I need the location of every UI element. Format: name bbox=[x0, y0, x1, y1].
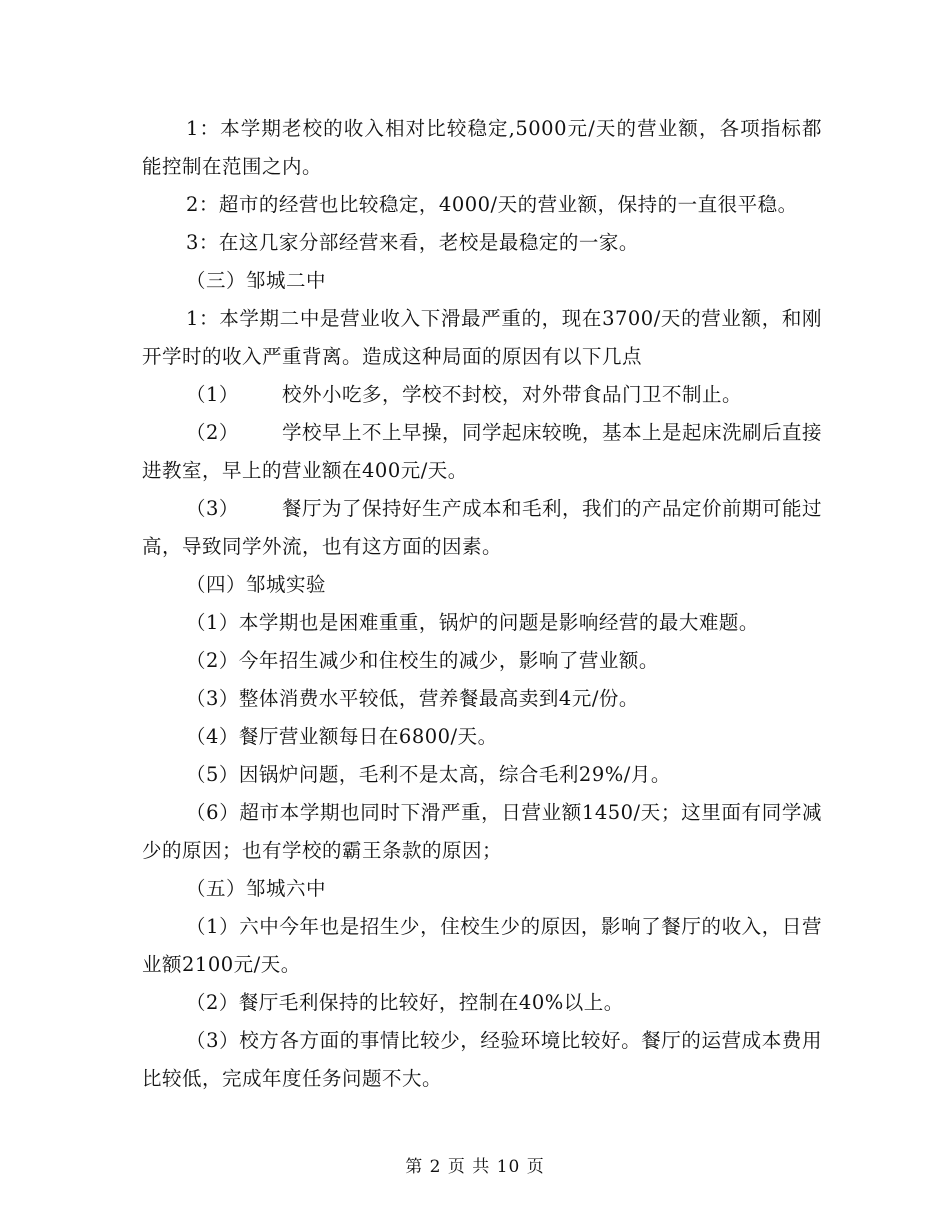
list-item-number: （1） bbox=[186, 383, 239, 406]
list-item bbox=[142, 414, 822, 490]
paragraph: （2）今年招生减少和住校生的减少，影响了营业额。 bbox=[186, 649, 659, 672]
list-item bbox=[142, 490, 822, 566]
paragraph: 1：本学期老校的收入相对比较稳定,5000元/天的营业额，各项指标都能控制在范围之内。 bbox=[142, 117, 822, 178]
paragraph: （1）本学期也是困难重重，锅炉的问题是影响经营的最大难题。 bbox=[186, 611, 759, 634]
document-body bbox=[142, 110, 822, 1098]
paragraph: （5）因锅炉问题，毛利不是太高，综合毛利29%/月。 bbox=[186, 763, 671, 786]
paragraph: （4）餐厅营业额每日在6800/天。 bbox=[186, 725, 498, 748]
list-item-text: 学校早上不上早操，同学起床较晚，基本上是起床洗刷后直接进教室，早上的营业额在400元/天。 bbox=[142, 421, 823, 482]
paragraph: （1）六中今年也是招生少，住校生少的原因，影响了餐厅的收入，日营业额2100元/天。 bbox=[142, 915, 822, 976]
paragraph: （2）餐厅毛利保持的比较好，控制在40%以上。 bbox=[186, 991, 624, 1014]
list-item-number: （2） bbox=[186, 421, 239, 444]
list-item-number: （3） bbox=[186, 497, 239, 520]
list-item bbox=[142, 376, 822, 414]
list-item-text: 餐厅为了保持好生产成本和毛利，我们的产品定价前期可能过高，导致同学外流，也有这方面的因素。 bbox=[142, 497, 823, 558]
section-heading: （五）邹城六中 bbox=[186, 877, 327, 900]
paragraph: （6）超市本学期也同时下滑严重，日营业额1450/天；这里面有同学减少的原因；也有学校的霸王条款的原因； bbox=[142, 801, 822, 862]
paragraph: （3）整体消费水平较低，营养餐最高卖到4元/份。 bbox=[186, 687, 639, 710]
paragraph: 3：在这几家分部经营来看，老校是最稳定的一家。 bbox=[186, 231, 639, 254]
paragraph: 2：超市的经营也比较稳定，4000/天的营业额，保持的一直很平稳。 bbox=[186, 193, 798, 216]
section-heading: （三）邹城二中 bbox=[186, 269, 327, 292]
list-item-text: 校外小吃多，学校不封校，对外带食品门卫不制止。 bbox=[282, 383, 743, 406]
paragraph: 1：本学期二中是营业收入下滑最严重的，现在3700/天的营业额，和刚开学时的收入严重背离。造成这种局面的原因有以下几点 bbox=[142, 307, 822, 368]
page-number-footer: 第 2 页 共 10 页 bbox=[405, 1157, 545, 1177]
section-heading: （四）邹城实验 bbox=[186, 573, 327, 596]
paragraph: （3）校方各方面的事情比较少，经验环境比较好。餐厅的运营成本费用比较低，完成年度任务问题不大。 bbox=[142, 1029, 822, 1090]
